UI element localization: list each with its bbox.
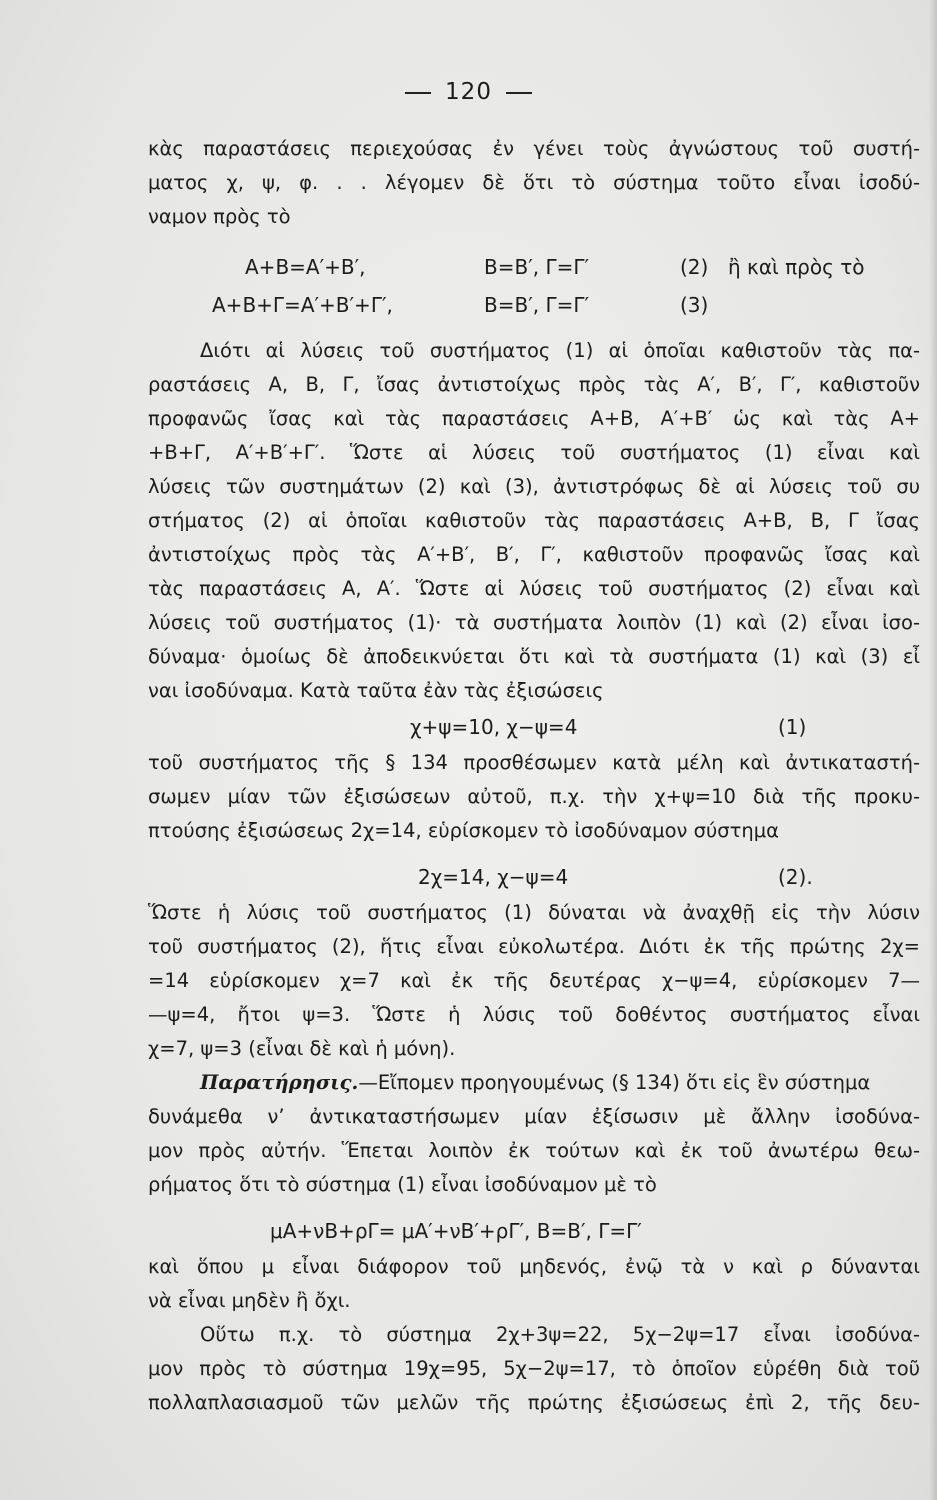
text-line: +Β+Γ, Α′+Β′+Γ′. Ὥστε αἱ λύσεις τοῦ συστήματος (1) εἶναι καὶ (148, 441, 920, 464)
equation-6 (148, 1212, 920, 1250)
equation-4 (148, 708, 920, 746)
page-number-value: 120 (445, 79, 492, 105)
text-line: δύναμα· ὁμοίως δὲ ἀποδεικνύεται ὅτι καὶ τὰ συστήματα (1) καὶ (3) εἶ (148, 645, 920, 668)
text-line: μον πρὸς τὸ σύστημα 19χ=95, 5χ−2ψ=17, τὸ ὁποῖον εὑρέθη διὰ τοῦ (148, 1357, 920, 1380)
text-line: ραστάσεις Α, Β, Γ, ἴσας ἀντιστοίχως πρὸς τὰς Α′, Β′, Γ′, καθιστοῦν (148, 373, 920, 396)
text-line: στήματος (2) αἱ ὁποῖαι καθιστοῦν τὰς παραστάσεις Α+Β, Β, Γ ἴσας (148, 509, 920, 532)
text-line: ἀντιστοίχως πρὸς τὰς Α′+Β′, Β′, Γ′, καθιστοῦν προφανῶς ἴσας καὶ (148, 543, 920, 566)
text-line: ναμον πρὸς τὸ (148, 205, 291, 228)
equation-2-tail: ἢ καὶ πρὸς τὸ (728, 255, 865, 279)
equation-5-number: (2). (778, 865, 813, 889)
equation-4-expression: χ+ψ=10, χ−ψ=4 (410, 715, 578, 739)
text-line: Οὕτω π.χ. τὸ σύστημα 2χ+3ψ=22, 5χ−2ψ=17 εἶναι ἰσοδύνα- (200, 1323, 920, 1346)
page-number (0, 79, 937, 105)
equation-3-lhs: Α+Β+Γ=Α′+Β′+Γ′, (212, 293, 393, 317)
text-line: ναι ἰσοδύναμα. Κατὰ ταῦτα ἐὰν τὰς ἐξισώσεις (148, 679, 604, 702)
equation-3-conditions: Β=Β′, Γ=Γ′ (484, 293, 590, 317)
text-line: χ=7, ψ=3 (εἶναι δὲ καὶ ἡ μόνη). (148, 1037, 456, 1060)
remark-label: Παρατήρησις. (200, 1071, 359, 1094)
text-line: Ὥστε ἡ λύσις τοῦ συστήματος (1) δύναται νὰ ἀναχθῇ εἰς τὴν λύσιν (148, 901, 920, 924)
equation-2 (148, 248, 920, 286)
text-line: τοῦ συστήματος τῆς § 134 προσθέσωμεν κατὰ μέλη καὶ ἀντικαταστή- (148, 751, 920, 774)
text-line: δυνάμεθα ν’ ἀντικαταστήσωμεν μίαν ἐξίσωσιν μὲ ἄλλην ἰσοδύνα- (148, 1105, 920, 1128)
text-line: πτούσης ἐξισώσεως 2χ=14, εὑρίσκομεν τὸ ἰσοδύναμον σύστημα (148, 819, 779, 842)
equation-2-conditions: Β=Β′, Γ=Γ′ (484, 255, 590, 279)
text-line: πολλαπλασιασμοῦ τῶν μελῶν τῆς πρώτης ἐξισώσεως ἐπὶ 2, τῆς δευ- (148, 1391, 920, 1414)
text-line: καὶ ὅπου μ εἶναι διάφορον τοῦ μηδενός, ἐνῷ τὰ ν καὶ ρ δύνανται (148, 1255, 920, 1278)
equation-5-expression: 2χ=14, χ−ψ=4 (418, 865, 569, 889)
text-line: Διότι αἱ λύσεις τοῦ συστήματος (1) αἱ ὁποῖαι καθιστοῦν τὰς πα- (200, 339, 920, 362)
text-line: τὰς παραστάσεις Α, Α′. Ὥστε αἱ λύσεις τοῦ συστήματος (2) εἶναι καὶ (148, 577, 920, 600)
page-edge-shadow (929, 0, 937, 1500)
text-line: —ψ=4, ἤτοι ψ=3. Ὥστε ἡ λύσις τοῦ δοθέντος συστήματος εἶναι (148, 1003, 920, 1026)
equation-3 (148, 286, 920, 324)
equation-6-expression: μΑ+νΒ+ρΓ= μΑ′+νΒ′+ρΓ′, Β=Β′, Γ=Γ′ (270, 1219, 642, 1243)
remark-line (148, 1066, 920, 1100)
text-line: λύσεις τῶν συστημάτων (2) καὶ (3), ἀντιστρόφως δὲ αἱ λύσεις τοῦ συ (148, 475, 920, 498)
text-line: σωμεν μίαν τῶν ἐξισώσεων αὐτοῦ, π.χ. τὴν χ+ψ=10 διὰ τῆς προκυ- (148, 785, 920, 808)
text-line: ρήματος ὅτι τὸ σύστημα (1) εἶναι ἰσοδύναμον μὲ τὸ (148, 1173, 657, 1196)
text-line: ματος χ, ψ, φ. . . λέγομεν δὲ ὅτι τὸ σύστημα τοῦτο εἶναι ἰσοδύ- (148, 171, 920, 194)
equation-2-number: (2) (680, 255, 709, 279)
text-line: =14 εὑρίσκομεν χ=7 καὶ ἐκ τῆς δευτέρας χ−ψ=4, εὑρίσκομεν 7— (148, 969, 920, 992)
text-line: λύσεις τοῦ συστήματος (1)· τὰ συστήματα λοιπὸν (1) καὶ (2) εἶναι ἰσο- (148, 611, 920, 634)
page-number-dash-left (405, 92, 431, 94)
text-line: μον πρὸς αὐτήν. Ἕπεται λοιπὸν ἐκ τούτων καὶ ἐκ τοῦ ἀνωτέρω θεω- (148, 1139, 920, 1162)
page-number-dash-right (506, 92, 532, 94)
remark-text: —Εἴπομεν προηγουμένως (§ 134) ὅτι εἰς ἓν σύστημα (358, 1071, 871, 1094)
text-line: τοῦ συστήματος (2), ἥτις εἶναι εὐκολωτέρα. Διότι ἐκ τῆς πρώτης 2χ= (148, 935, 920, 958)
text-line: κὰς παραστάσεις περιεχούσας ἐν γένει τοὺς ἀγνώστους τοῦ συστή- (148, 137, 920, 160)
equation-4-number: (1) (778, 715, 807, 739)
equation-5 (148, 858, 920, 896)
text-line: νὰ εἶναι μηδὲν ἢ ὄχι. (148, 1289, 351, 1312)
equation-3-number: (3) (680, 293, 709, 317)
text-line: προφανῶς ἴσας καὶ τὰς παραστάσεις Α+Β, Α′+Β′ ὡς καὶ τὰς Α+ (148, 407, 920, 430)
body-text (148, 132, 920, 1420)
equation-2-lhs: Α+Β=Α′+Β′, (245, 255, 366, 279)
